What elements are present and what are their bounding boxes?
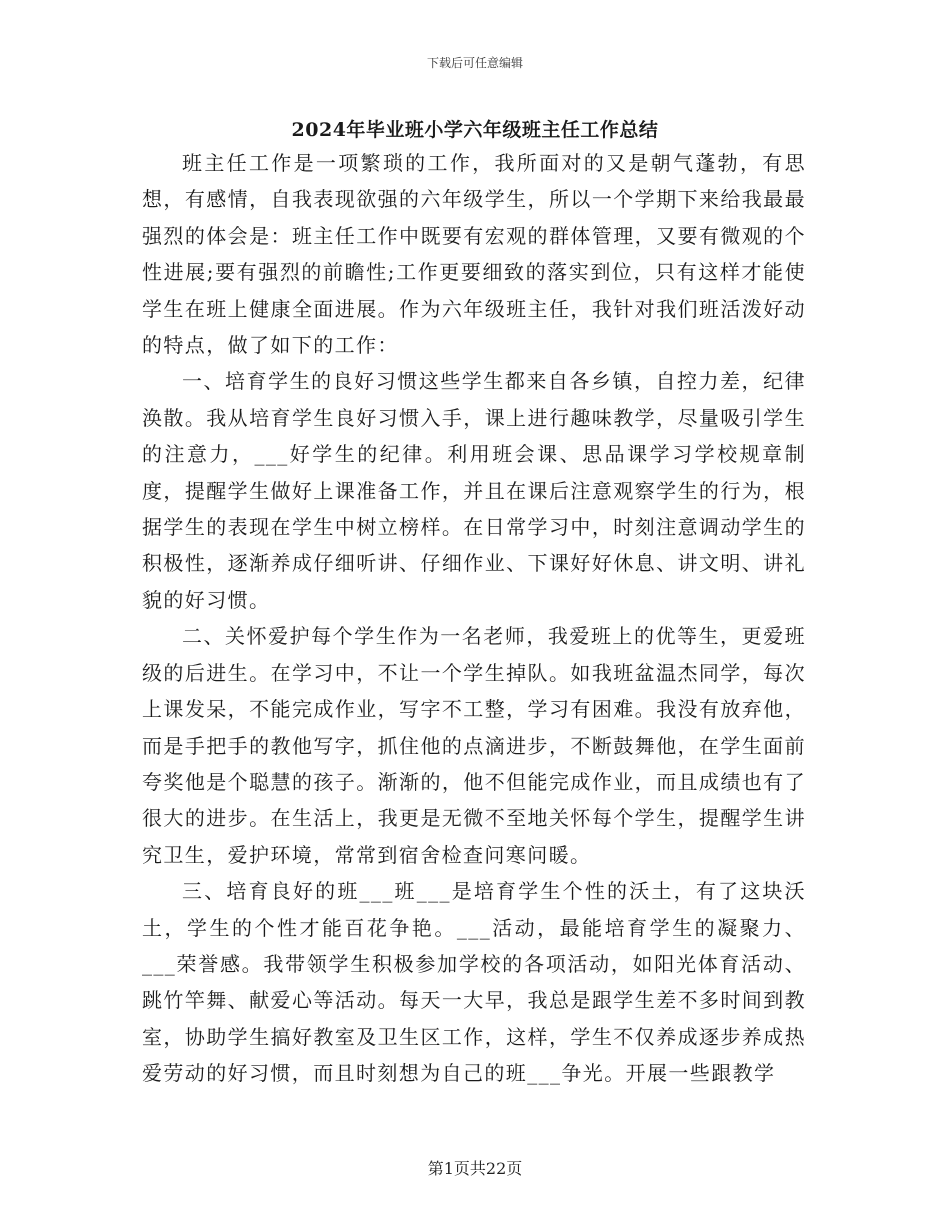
page-footer: 第1页共22页 — [427, 1159, 523, 1178]
paragraph-care: 二、关怀爱护每个学生作为一名老师，我爱班上的优等生，更爱班级的后进生。在学习中，不让一个学生掉队。如我班盆温杰同学，每次上课发呆，不能完成作业，写字不工整，学习有困难。我没有放弃他，而是手把手的教他写字，抓住他的点滴进步，不断鼓舞他，在学生面前夸奖他是个聪慧的孩子。渐渐的，他不但能完成作业，而且成绩也有了很大的进步。在生活上，我更是无微不至地关怀每个学生，提醒学生讲究卫生，爱护环境，常常到宿舍检查问寒问暖。 — [142, 624, 806, 867]
document-body — [142, 145, 806, 1092]
header-note: 下载后可任意编辑 — [426, 56, 523, 70]
paragraph-habits: 一、培育学生的良好习惯这些学生都来自各乡镇，自控力差，纪律涣散。我从培育学生良好习惯入手，课上进行趣味教学，尽量吸引学生的注意力，___好学生的纪律。利用班会课、思品课学习学校规章制度，提醒学生做好上课准备工作，并且在课后注意观察学生的行为，根据学生的表现在学生中树立榜样。在日常学习中，时刻注意调动学生的积极性，逐渐养成仔细听讲、仔细作业、下课好好休息、讲文明、讲礼貌的好习惯。 — [142, 369, 806, 612]
paragraph-class-spirit: 三、培育良好的班___班___是培育学生个性的沃土，有了这块沃土，学生的个性才能百花争艳。___活动，最能培育学生的凝聚力、___荣誉感。我带领学生积极参加学校的各项活动，如阳光体育活动、跳竹竿舞、献爱心等活动。每天一大早，我总是跟学生差不多时间到教室，协助学生搞好教室及卫生区工作，这样，学生不仅养成逐步养成热爱劳动的好习惯，而且时刻想为自己的班___争光。开展一些跟教学 — [142, 879, 806, 1086]
document-title: 2024年毕业班小学六年级班主任工作总结 — [291, 119, 659, 141]
paragraph-intro: 班主任工作是一项繁琐的工作，我所面对的又是朝气蓬勃，有思想，有感情，自我表现欲强的六年级学生，所以一个学期下来给我最最强烈的体会是：班主任工作中既要有宏观的群体管理，又要有微观的个性进展;要有强烈的前瞻性;工作更要细致的落实到位，只有这样才能使学生在班上健康全面进展。作为六年级班主任，我针对我们班活泼好动的特点，做了如下的工作： — [142, 151, 806, 358]
